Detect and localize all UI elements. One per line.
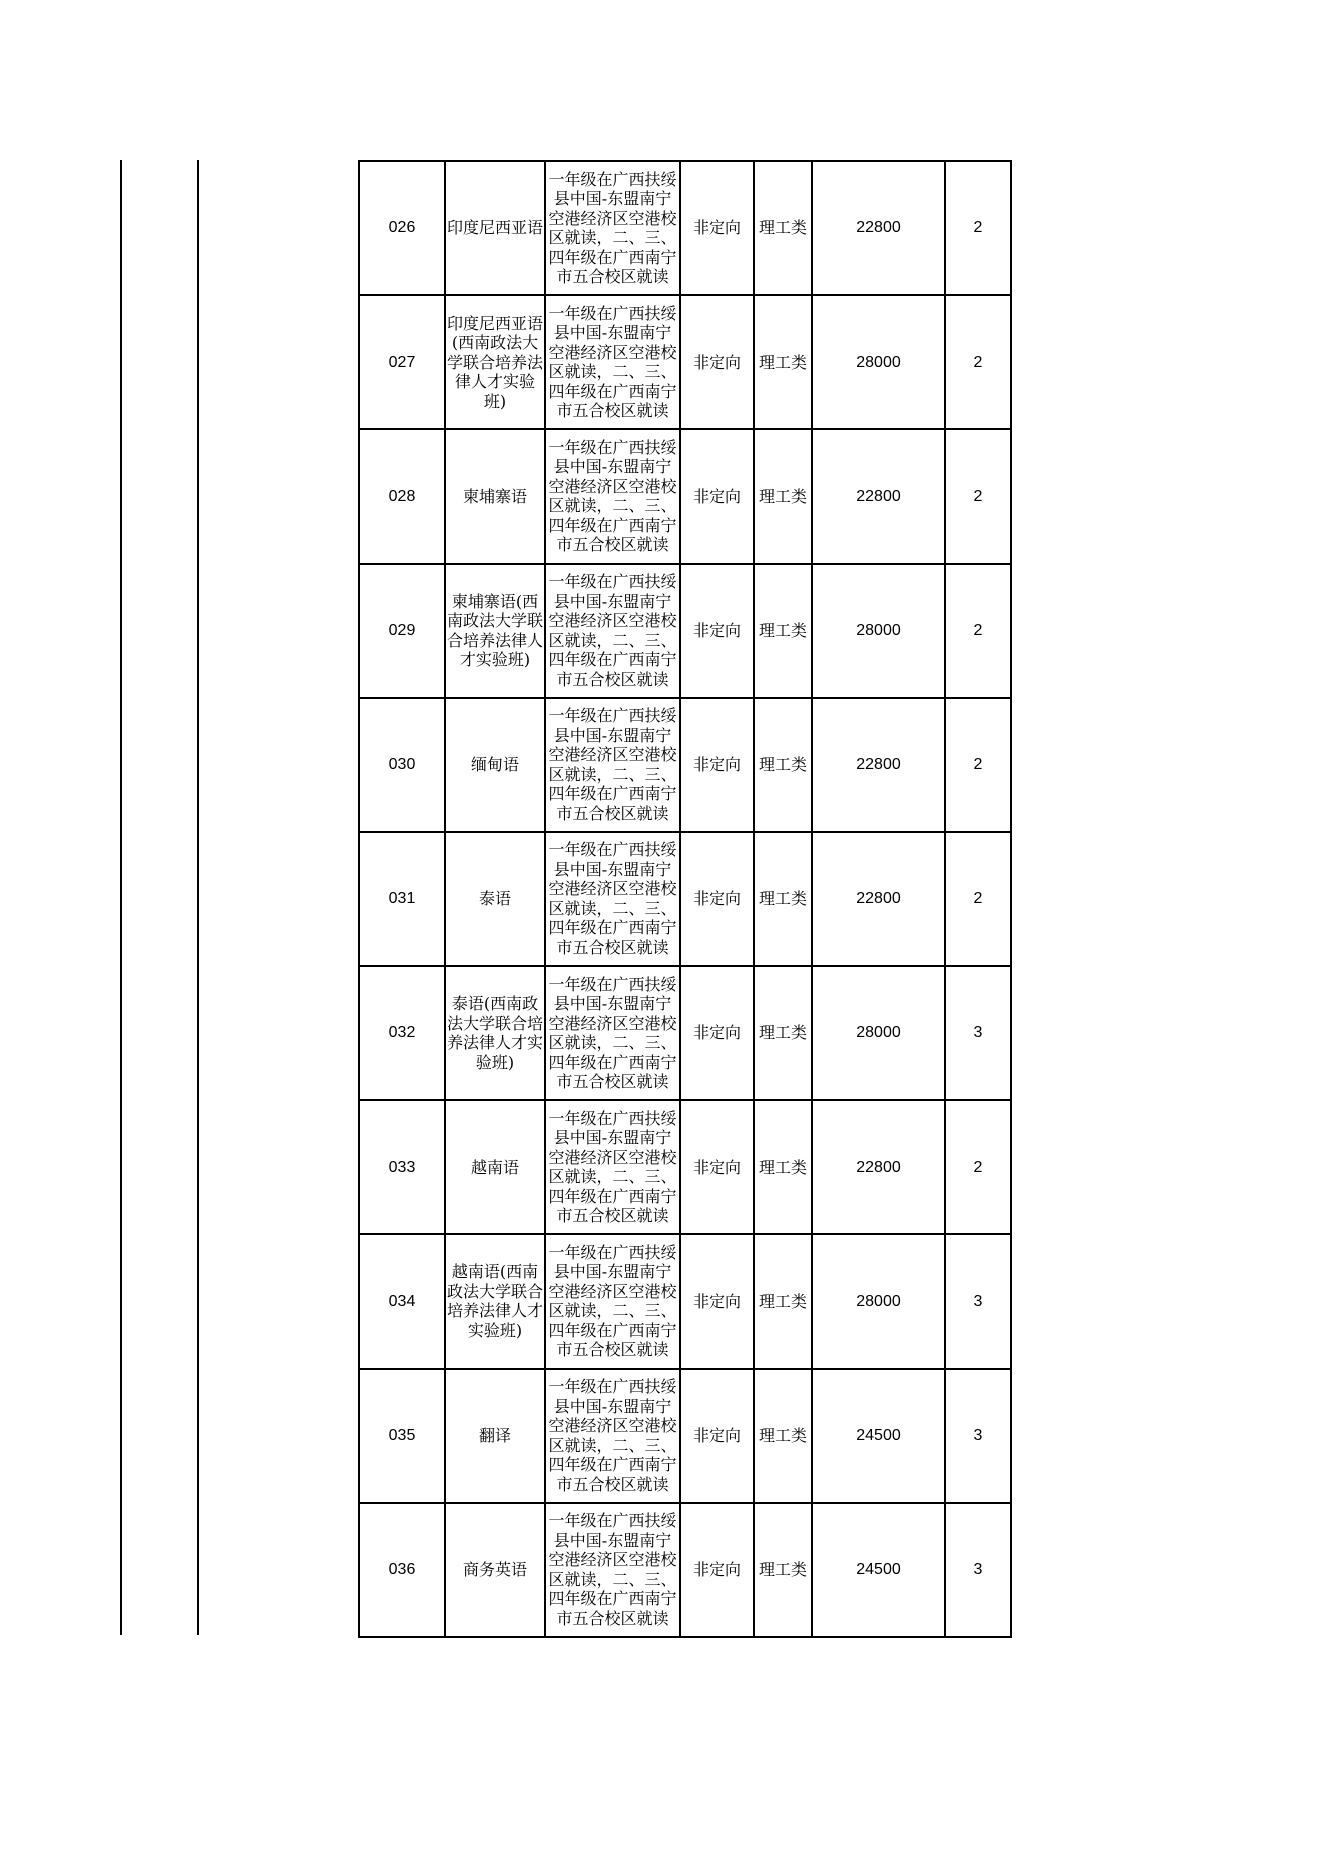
count-cell: 2: [945, 429, 1011, 563]
major-code-cell: 032: [359, 966, 445, 1100]
major-code-cell: 033: [359, 1100, 445, 1234]
count-cell: 2: [945, 161, 1011, 295]
direction-cell: 非定向: [680, 698, 754, 832]
tuition-fee-cell: 22800: [812, 832, 945, 966]
category-cell: 理工类: [754, 564, 812, 698]
major-name-cell: 柬埔寨语: [445, 429, 545, 563]
tuition-fee-cell: 24500: [812, 1503, 945, 1637]
major-code-cell: 030: [359, 698, 445, 832]
major-name-cell: 越南语: [445, 1100, 545, 1234]
enrollment-table: [358, 160, 1012, 1638]
major-name-cell: 柬埔寨语(西南政法大学联合培养法律人才实验班): [445, 564, 545, 698]
campus-cell: 一年级在广西扶绥县中国-东盟南宁空港经济区空港校区就读，二、三、四年级在广西南宁市五合校区就读: [545, 564, 680, 698]
tuition-fee-cell: 28000: [812, 564, 945, 698]
direction-cell: 非定向: [680, 161, 754, 295]
table-row: [359, 966, 1011, 1100]
left-border-line: [120, 160, 122, 1635]
tuition-fee-cell: 28000: [812, 966, 945, 1100]
campus-cell: 一年级在广西扶绥县中国-东盟南宁空港经济区空港校区就读，二、三、四年级在广西南宁市五合校区就读: [545, 295, 680, 429]
campus-cell: 一年级在广西扶绥县中国-东盟南宁空港经济区空港校区就读，二、三、四年级在广西南宁市五合校区就读: [545, 698, 680, 832]
table-row: [359, 161, 1011, 295]
major-name-cell: 印度尼西亚语: [445, 161, 545, 295]
campus-cell: 一年级在广西扶绥县中国-东盟南宁空港经济区空港校区就读，二、三、四年级在广西南宁市五合校区就读: [545, 1369, 680, 1503]
category-cell: 理工类: [754, 429, 812, 563]
direction-cell: 非定向: [680, 564, 754, 698]
major-code-cell: 028: [359, 429, 445, 563]
tuition-fee-cell: 28000: [812, 1234, 945, 1368]
major-code-cell: 029: [359, 564, 445, 698]
major-code-cell: 026: [359, 161, 445, 295]
category-cell: 理工类: [754, 966, 812, 1100]
major-name-cell: 越南语(西南政法大学联合培养法律人才实验班): [445, 1234, 545, 1368]
campus-cell: 一年级在广西扶绥县中国-东盟南宁空港经济区空港校区就读，二、三、四年级在广西南宁市五合校区就读: [545, 1234, 680, 1368]
category-cell: 理工类: [754, 295, 812, 429]
major-name-cell: 印度尼西亚语(西南政法大学联合培养法律人才实验班): [445, 295, 545, 429]
campus-cell: 一年级在广西扶绥县中国-东盟南宁空港经济区空港校区就读，二、三、四年级在广西南宁市五合校区就读: [545, 161, 680, 295]
category-cell: 理工类: [754, 1234, 812, 1368]
major-name-cell: 翻译: [445, 1369, 545, 1503]
major-code-cell: 036: [359, 1503, 445, 1637]
count-cell: 3: [945, 1234, 1011, 1368]
count-cell: 3: [945, 1503, 1011, 1637]
tuition-fee-cell: 22800: [812, 429, 945, 563]
major-name-cell: 泰语: [445, 832, 545, 966]
direction-cell: 非定向: [680, 1234, 754, 1368]
table-row: [359, 1100, 1011, 1234]
direction-cell: 非定向: [680, 966, 754, 1100]
count-cell: 2: [945, 832, 1011, 966]
campus-cell: 一年级在广西扶绥县中国-东盟南宁空港经济区空港校区就读，二、三、四年级在广西南宁市五合校区就读: [545, 1503, 680, 1637]
major-name-cell: 商务英语: [445, 1503, 545, 1637]
table-body: [359, 161, 1011, 1637]
direction-cell: 非定向: [680, 1503, 754, 1637]
count-cell: 3: [945, 966, 1011, 1100]
table-row: [359, 295, 1011, 429]
tuition-fee-cell: 28000: [812, 295, 945, 429]
category-cell: 理工类: [754, 1100, 812, 1234]
table-row: [359, 1234, 1011, 1368]
category-cell: 理工类: [754, 832, 812, 966]
count-cell: 2: [945, 564, 1011, 698]
count-cell: 3: [945, 1369, 1011, 1503]
campus-cell: 一年级在广西扶绥县中国-东盟南宁空港经济区空港校区就读，二、三、四年级在广西南宁市五合校区就读: [545, 966, 680, 1100]
table-row: [359, 429, 1011, 563]
category-cell: 理工类: [754, 1503, 812, 1637]
campus-cell: 一年级在广西扶绥县中国-东盟南宁空港经济区空港校区就读，二、三、四年级在广西南宁市五合校区就读: [545, 1100, 680, 1234]
direction-cell: 非定向: [680, 295, 754, 429]
table-row: [359, 698, 1011, 832]
table-row: [359, 832, 1011, 966]
category-cell: 理工类: [754, 698, 812, 832]
major-code-cell: 031: [359, 832, 445, 966]
direction-cell: 非定向: [680, 1100, 754, 1234]
count-cell: 2: [945, 698, 1011, 832]
category-cell: 理工类: [754, 1369, 812, 1503]
major-code-cell: 035: [359, 1369, 445, 1503]
campus-cell: 一年级在广西扶绥县中国-东盟南宁空港经济区空港校区就读，二、三、四年级在广西南宁市五合校区就读: [545, 832, 680, 966]
major-name-cell: 泰语(西南政法大学联合培养法律人才实验班): [445, 966, 545, 1100]
major-name-cell: 缅甸语: [445, 698, 545, 832]
major-code-cell: 027: [359, 295, 445, 429]
tuition-fee-cell: 24500: [812, 1369, 945, 1503]
count-cell: 2: [945, 295, 1011, 429]
count-cell: 2: [945, 1100, 1011, 1234]
left-column-divider: [197, 160, 199, 1635]
direction-cell: 非定向: [680, 1369, 754, 1503]
table-row: [359, 564, 1011, 698]
campus-cell: 一年级在广西扶绥县中国-东盟南宁空港经济区空港校区就读，二、三、四年级在广西南宁市五合校区就读: [545, 429, 680, 563]
tuition-fee-cell: 22800: [812, 698, 945, 832]
direction-cell: 非定向: [680, 832, 754, 966]
table-row: [359, 1369, 1011, 1503]
direction-cell: 非定向: [680, 429, 754, 563]
tuition-fee-cell: 22800: [812, 161, 945, 295]
category-cell: 理工类: [754, 161, 812, 295]
table-row: [359, 1503, 1011, 1637]
major-code-cell: 034: [359, 1234, 445, 1368]
tuition-fee-cell: 22800: [812, 1100, 945, 1234]
